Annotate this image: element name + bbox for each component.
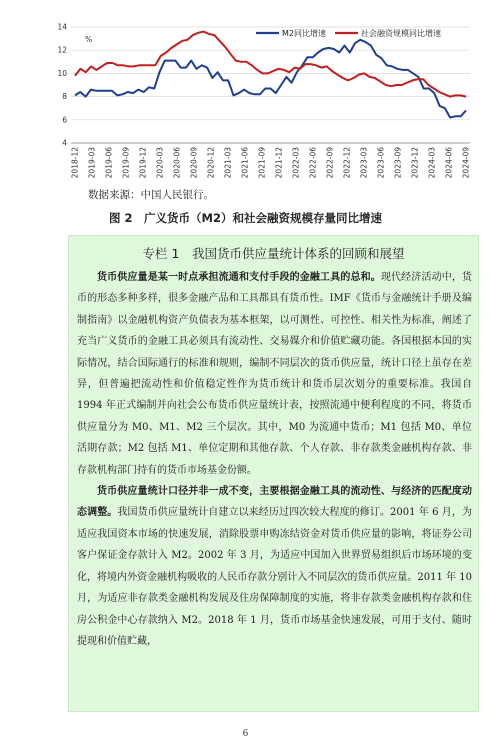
y-axis-unit: % [85,35,93,44]
x-tick-label: 2023-12 [410,147,420,179]
series-line-m2 [75,40,466,118]
box-body [77,267,472,652]
paragraph-1-lead: 货币供应量是某一时点承担流通和支付手段的金融工具的总和。 [97,272,381,283]
x-tick-label: 2024-03 [427,147,437,179]
page-number: 6 [242,729,249,739]
x-tick-label: 2021-06 [240,147,250,179]
paragraph-2-text: 我国货币供应量统计自建立以来经历过四次较大程度的修订。2001 年 6 月，为适应我国资本市场的快速发展，消除股票申购冻结资金对货币供应量的影响，将证券公司客户保证金存款计入 M2。2002 年 3 月，为适应中国加入世界贸易组织后市场环境的变化，将境内外资金融机构吸收的人民币存款分别计入不同层次的货币供应量。2011 年 10 月，为适应非存款类金融机构发展及住房保障制度的实施，将非存款类金融机构存款和住房公积金中心存款纳入 M2。2018 年 1 月，货币市场基金快速发展，可用于支付、随时提现和价值贮藏， [77,507,473,647]
x-tick-label: 2022-03 [291,147,301,179]
x-tick-label: 2022-06 [308,147,318,179]
data-source-note: 数据来源：中国人民银行。 [88,189,214,201]
x-tick-label: 2021-12 [274,147,284,179]
x-tick-label: 2020-12 [206,147,216,179]
column-box [68,235,479,712]
legend-label-social-financing: 社会融资规模同比增速 [361,29,441,38]
x-tick-label: 2020-06 [172,147,182,179]
x-tick-label: 2021-03 [223,147,233,179]
paragraph-1-text: 现代经济活动中，货币的形态多种多样，很多金融产品和工具都具有货币性。IMF《货币与金融统计手册及编制指南》以金融机构资产负债表为基本框架，以可测性、可控性、相关性为标准，阐述了充当广义货币的金融工具必须具有流动性、交易媒介和价值贮藏功能。各国根据本国的实际情况，结合国际通行的标准和规则，编制不同层次的货币供应量，统计口径上虽存在差异，但普遍把流动性和价值稳定性作为货币统计和货币层次划分的重要标准。我国自 1994 年正式编制并向社会公布货币供应量统计表，按照流通中便利程度的不同，将货币供应量分为 M0、M1、M2 三个层次。其中，M0 为流通中货币；M1 包括 M0、单位活期存款；M2 包括 M1、单位定期和其他存款、个人存款、非存款类金融机构存款、非存款机构部门持有的货币市场基金份额。 [77,272,473,476]
x-tick-label: 2022-12 [342,147,352,179]
m2-social-financing-chart [0,0,491,185]
x-tick-labels [71,147,471,179]
y-tick-label: 8 [62,92,67,102]
x-tick-label: 2019-03 [87,147,97,179]
y-tick-label: 6 [62,115,67,125]
y-tick-label: 4 [62,138,67,148]
box-title: 专栏 1 我国货币供应量统计体系的回顾和展望 [142,246,405,261]
x-tick-label: 2022-09 [325,147,335,179]
series-lines [75,32,466,118]
paragraph-2-lead: 货币供应量统计口径并非一成不变，主要根据金融工具的流动性、与经济的匹配度动态调整。 [77,486,472,519]
figure-caption: 图 2 广义货币（M2）和社会融资规模存量同比增速 [109,211,382,225]
x-tick-label: 2023-03 [359,147,369,179]
paragraph-2 [77,481,472,652]
y-tick-labels [57,23,67,148]
x-tick-label: 2023-06 [376,147,386,179]
paragraph-1 [77,267,472,481]
y-gridlines [71,27,470,120]
x-tick-label: 2024-06 [444,147,454,179]
y-tick-label: 12 [57,45,67,55]
x-tick-label: 2020-03 [155,147,165,179]
series-line-social-financing [75,32,466,97]
y-tick-label: 10 [57,68,67,78]
x-tick-label: 2021-09 [257,147,267,179]
x-tick-label: 2023-09 [393,147,403,179]
x-tick-label: 2020-09 [189,147,199,179]
y-tick-label: 14 [57,22,67,32]
x-tick-label: 2019-12 [138,147,148,179]
legend-label-m2: M2同比增速 [282,29,326,38]
x-tick-label: 2019-09 [121,147,131,179]
x-tick-label: 2019-06 [104,147,114,179]
x-tick-label: 2024-09 [461,147,471,179]
legend [256,28,441,38]
x-tick-label: 2018-12 [70,147,80,179]
